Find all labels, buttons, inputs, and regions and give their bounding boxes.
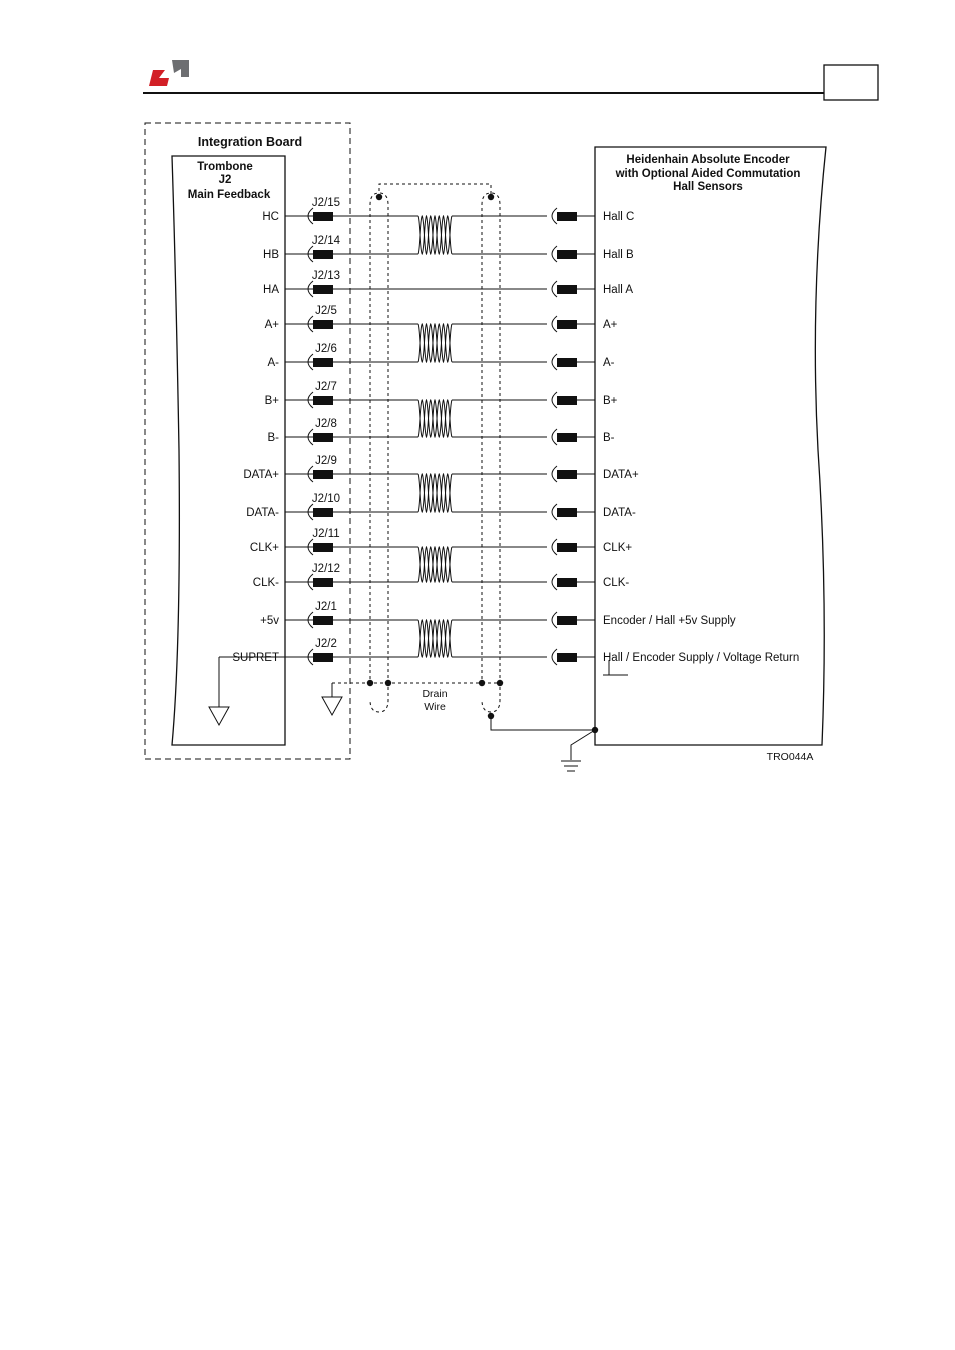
board-signal-label: SUPRET [232,652,279,664]
pin-contact [557,616,577,625]
signal-row [250,528,632,555]
pin-label: J2/5 [315,305,337,317]
connector-id: J2 [218,174,232,186]
pin-label: J2/14 [311,235,341,247]
encoder-title-3: Hall Sensors [673,181,743,193]
integration-board-title: Integration Board [197,135,303,149]
socket-symbol [552,246,557,262]
socket-symbol [552,429,557,445]
pin-contact [313,578,333,587]
drain-wire-label-2: Wire [424,701,446,713]
encoder-signal-label: Hall / Encoder Supply / Voltage Return [603,652,800,664]
encoder-title-1: Heidenhain Absolute Encoder [626,154,790,166]
shield-junction [497,680,503,686]
socket-symbol [552,208,557,224]
shield-junction [488,194,494,200]
encoder-title-2: with Optional Aided Commutation [615,168,801,180]
chassis-junction [592,727,598,733]
socket-symbol [552,392,557,408]
pin-contact [313,616,333,625]
encoder-signal-label: DATA+ [603,469,639,481]
pin-contact [557,212,577,221]
board-signal-label: A- [267,357,279,369]
shield-junction [479,680,485,686]
signal-row [263,270,633,297]
twisted-pair-symbol [418,547,452,582]
encoder-signal-label: Hall C [603,211,635,223]
cable-shield [332,184,500,712]
twisted-pairs [418,216,452,657]
pin-label: J2/10 [311,493,341,505]
pin-contact [557,358,577,367]
encoder-signal-label: CLK- [603,577,630,589]
socket-symbol [552,612,557,628]
pin-contact [557,433,577,442]
board-signal-label: A+ [264,319,279,331]
encoder-signal-label: B+ [603,395,618,407]
signal-row [265,381,618,408]
shield-junction [367,680,373,686]
board-signal-label: CLK- [252,577,279,589]
board-signal-label: HC [262,211,279,223]
pin-contact [557,250,577,259]
pin-contact [313,358,333,367]
socket-symbol [552,574,557,590]
pin-label: J2/13 [311,270,341,282]
earth-ground-symbol [561,761,581,771]
encoder-signal-label: Hall A [603,284,634,296]
pin-contact [313,396,333,405]
pin-label: J2/7 [315,381,337,393]
pin-contact [557,508,577,517]
pin-label: J2/9 [315,455,337,467]
twisted-pair-symbol [418,474,452,512]
pin-contact [313,285,333,294]
encoder-signal-label: DATA- [603,507,636,519]
socket-symbol [552,649,557,665]
pin-label: J2/1 [315,601,337,613]
ground-symbol [322,697,342,715]
pin-contact [313,470,333,479]
pin-contact [557,543,577,552]
connector-function: Main Feedback [187,189,271,201]
pin-label: J2/6 [315,343,337,355]
pin-contact [313,653,333,662]
connector-name: Trombone [197,161,253,173]
twisted-pair-symbol [418,400,452,437]
signal-row [243,455,639,482]
encoder-signal-label: A- [603,357,615,369]
encoder-signal-label: Hall B [603,249,634,261]
shield-junction [376,194,382,200]
pin-contact [313,320,333,329]
signal-row [265,305,618,332]
figure-id: TRO044A [766,751,814,763]
encoder-signal-label: B- [603,432,615,444]
socket-symbol [552,354,557,370]
socket-symbol [552,466,557,482]
shield-junction [385,680,391,686]
twisted-pair-symbol [418,216,452,254]
encoder-signal-label: Encoder / Hall +5v Supply [603,615,736,627]
board-signal-label: HA [263,284,279,296]
drain-wire-label-1: Drain [422,688,448,700]
encoder-signal-label: CLK+ [603,542,633,554]
board-signal-label: DATA+ [243,469,279,481]
page-number-box [824,65,878,100]
pin-label: J2/12 [311,563,341,575]
pin-contact [313,508,333,517]
pin-contact [313,250,333,259]
socket-symbol [552,504,557,520]
pin-contact [313,543,333,552]
pin-label: J2/2 [315,638,337,650]
board-signal-label: CLK+ [249,542,279,554]
socket-symbol [552,539,557,555]
board-signal-label: HB [263,249,279,261]
board-signal-label: B- [267,432,279,444]
twisted-pair-symbol [418,324,452,362]
pin-label: J2/15 [311,197,341,209]
socket-symbol [552,316,557,332]
pin-label: J2/11 [312,528,340,540]
pin-contact [557,285,577,294]
pin-label: J2/8 [315,418,337,430]
pin-contact [313,212,333,221]
pin-contact [557,396,577,405]
pin-contact [313,433,333,442]
encoder-signal-label: A+ [603,319,618,331]
board-signal-label: DATA- [246,507,279,519]
twisted-pair-symbol [418,620,452,657]
board-signal-label: B+ [264,395,279,407]
pin-contact [557,653,577,662]
company-logo [149,60,189,86]
board-signal-label: +5v [260,615,279,627]
pin-contact [557,320,577,329]
pin-contact [557,578,577,587]
pin-contact [557,470,577,479]
socket-symbol [552,281,557,297]
